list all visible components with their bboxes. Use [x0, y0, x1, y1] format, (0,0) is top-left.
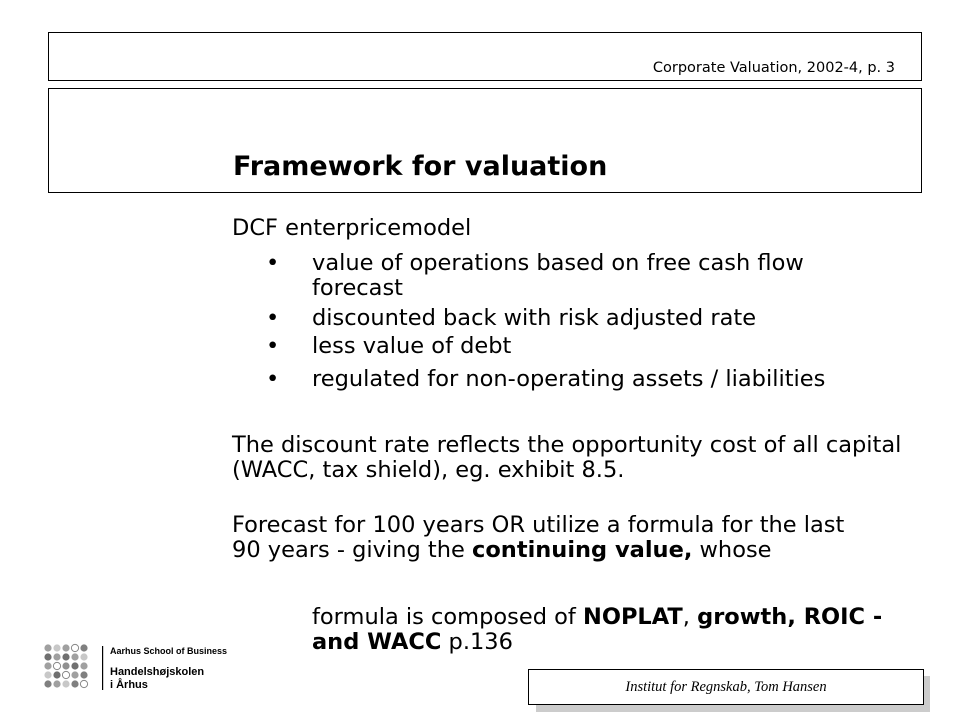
- bullet-text: less value of debt: [312, 333, 512, 359]
- continuing-value-term: continuing value,: [472, 537, 693, 563]
- subheading: DCF enterpricemodel: [232, 215, 472, 241]
- formula-paragraph: formula is composed of NOPLAT, growth, ROIC - and WACC p.136: [312, 604, 883, 655]
- header-text: Corporate Valuation, 2002-4, p. 3: [652, 60, 895, 76]
- footer-box: [528, 669, 924, 705]
- forecast-paragraph: Forecast for 100 years OR utilize a formula for the last 90 years - giving the continuing value, whose: [232, 512, 845, 563]
- bullet-text: regulated for non-operating assets / liabilities: [312, 366, 826, 392]
- bullet-icon: •: [266, 333, 280, 359]
- logo-line-3: i Århus: [110, 679, 148, 691]
- logo-line-2: Handelshøjskolen: [110, 666, 205, 678]
- header-box: [48, 32, 922, 81]
- noplat-term: NOPLAT: [582, 604, 683, 630]
- bullet-icon: •: [266, 250, 280, 276]
- bullet-text: value of operations based on free cash flow forecast: [312, 250, 804, 301]
- growth-roic-wacc-term: growth, ROIC - and WACC: [312, 604, 883, 655]
- bullet-text: discounted back with risk adjusted rate: [312, 305, 757, 331]
- discount-rate-paragraph: The discount rate reflects the opportunity cost of all capital (WACC, tax shield), eg. exhibit 8.5.: [232, 432, 902, 483]
- logo-dots-icon: [44, 644, 87, 687]
- school-logo: [42, 640, 242, 696]
- logo-line-1: Aarhus School of Business: [110, 646, 228, 656]
- bullet-icon: •: [266, 366, 280, 392]
- title-box: [48, 88, 922, 193]
- page-title: Framework for valuation: [233, 151, 608, 182]
- footer-text: Institut for Regnskab, Tom Hansen: [625, 679, 827, 695]
- bullet-icon: •: [266, 305, 280, 331]
